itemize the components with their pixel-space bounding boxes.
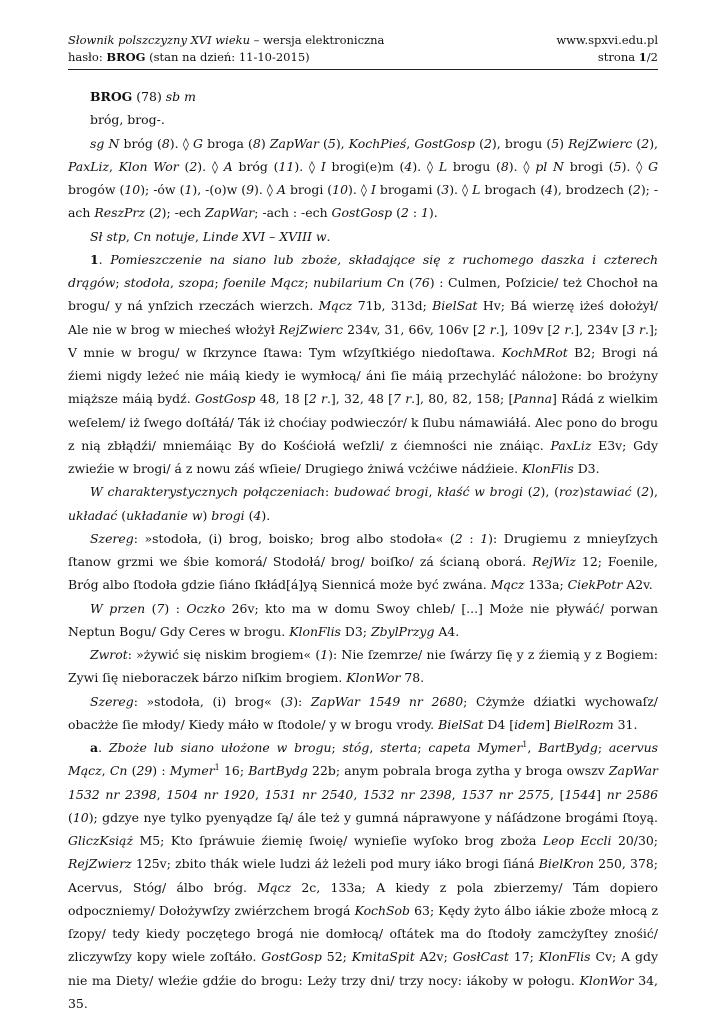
page-number: strona 1/2	[597, 50, 658, 64]
entry-body	[68, 85, 658, 1015]
page-header	[68, 32, 658, 66]
dictionary-title: Słownik polszczyzny XVI wieku – wersja elektroniczna	[68, 33, 385, 47]
sense-1a: a. Zboże lub siano ułożone w brogu; stóg, sterta; capeta Mymer$^1$, BartBydg; acervus Mącz, Cn (29) : Mymer$^1$ 16; BartBydg 22b; anym pobrala broga zytha y broga owszv ZapWar 1532 nr 2398, 1504 nr 1920, 1531 nr 2540, 1532 nr 2398, 1537 nr 2575, [1544] nr 2586 (10); gdzye nye tylko pyenyądze ſą/ ále też y gumná náprawyone y náſádzone brogámi ſtoyą. GliczKsiąż M5; Kto ſpráwuie źiemię ſwoię/ wynieſie wyſoko brog zboża Leop Eccli 20/30; RejZwierz 125v; zbito thák wiele ludzi áż leżeli pod mury iáko brogi ſiáná BielKron 250, 378; Acervus, Stóg/ álbo bróg. Mącz 2c, 133a; A kiedy z pola zbierzemy/ Tám dopiero odpoczniemy/ Dołożywſzy zwiérzchem brogá KochSob 63; Kędy żyto álbo iákie zboże młocą z ſzopy/ tedy kiedy poczętego brogá nie domłocą/ oſtátek ma do ſtodoły zamcżyſtey znośić/ zliczywſzy kopy wiele zoſtáło. GostGosp 52; KmitaSpit A2v; GosłCast 17; KlonFlis Cv; A gdy nie ma Diety/ wleźie gdźie do brogu: Leży trzy dni/ trzy nocy: iákoby w połogu. KlonWor 34, 35.	[68, 739, 659, 1011]
zwrot: Zwrot: »żywić się niskim brogiem« (1): Nie ſzemrze/ nie ſwárzy ſię y z źiemią y z Bogiem: Zywi ſię nieboraczek bárzo niſkim brogiem. KlonWor 78.	[68, 647, 658, 686]
sense-1: 1. Pomieszczenie na siano lub zboże, składające się z ruchomego daszka i czterech drągów; stodoła, szopa; foenile Mącz; nubilarium Cn (76) : Culmen, Poſzicie/ też Chochoł na brogu/ y ná ynſzich rzeczách wierzch. Mącz 71b, 313d; BielSat Hv; Bá wierzę iżeś dołożył/ Ale nie w brog w miecheś włożył RejZwierc 234v, 31, 66v, 106v [2 r.], 109v [2 r.], 234v [3 r.]; V mnie w brogu/ w ſkrzynce ſtawa: Tym wſzyſtkiégo niedoſtawa. KochMRot B2; Brogi ná źiemi nigdy leżeć nie máią kiedy ie wymłocą/ áni ſie máią przechyláć nálożone: bo brożyny miąższe máią bydź. GostGosp 48, 18 [2 r.], 32, 48 [7 r.], 80, 82, 158; [Panna] Rádá z wielkim weſelem/ iż ſwego doſtáłá/ Ták iż choćiay podwieczór/ k ſlubu námawiáłá. Alec pono do brogu z nią zbłądźi/ mniemáiąc By do Kośćiołá weſzli/ z ćiemności nie znáiąc. PaxLiz E3v; Gdy zwieźie w brogi/ á z nowu záś wſieie/ Drugiego żniwá vcżćiwe nádźieie. KlonFlis D3.	[68, 251, 659, 476]
szereg-1: Szereg: »stodoła, (i) brog, boisko; brog albo stodoła« (2 : 1): Drugiemu z mnieyſzych ſtanow grzmi we śbie komorá/ Stodołá/ brog/ boiſko/ zá ścianą oborá. RejWiz 12; Foenile, Bróg albo ſtodoła gdzie ſiáno ſkłád[á]yą Siennicá może być zwána. Mącz 133a; CiekPotr A2v.	[68, 530, 658, 593]
site-url[interactable]: www.spxvi.edu.pl	[556, 33, 658, 47]
entry-headline: BROG (78) sb m	[90, 89, 196, 104]
entry-variants: bróg, brog-.	[90, 112, 165, 128]
collocations: W charakterystycznych połączeniach: budować brogi, kłaść w brogi (2), (roz)stawiać (2), układać (układanie w) brogi (4).	[68, 484, 658, 523]
szereg-2: Szereg: »stodoła, (i) brog« (3): ZapWar 1549 nr 2680; Cżymże dźiatki wychowaſz/ obacżże ſie młody/ Kiedy máło w ſtodole/ y w brogu vrody. BielSat D4 [idem] BielRozm 31.	[68, 693, 658, 732]
sources-note: Sł stp, Cn notuje, Linde XVI – XVIII w.	[90, 228, 331, 244]
entry-label: hasło: BROG (stan na dzień: 11-10-2015)	[68, 50, 310, 64]
header-divider	[68, 69, 658, 70]
w-przen: W przen (7) : Oczko 26v; kto ma w domu Swoy chleb/ [...] Może nie pływáć/ porwan Neptun Bogu/ Gdy Ceres w brogu. KlonFlis D3; ZbylPrzyg A4.	[68, 600, 658, 639]
grammar-forms: sg N bróg (8). ◊ G broga (8) ZapWar (5), KochPieś, GostGosp (2), brogu (5) RejZwierc (2), PaxLiz, Klon Wor (2). ◊ A bróg (11). ◊ I brogi(e)m (4). ◊ L brogu (8). ◊ pl N brogi (5). ◊ G brogów (10); -ów (1), -(o)w (9). ◊ A brogi (10). ◊ I brogami (3). ◊ L brogach (4), brodzech (2); -ach ReszPrz (2); -ech ZapWar; -ach : -ech GostGosp (2 : 1).	[68, 135, 659, 221]
